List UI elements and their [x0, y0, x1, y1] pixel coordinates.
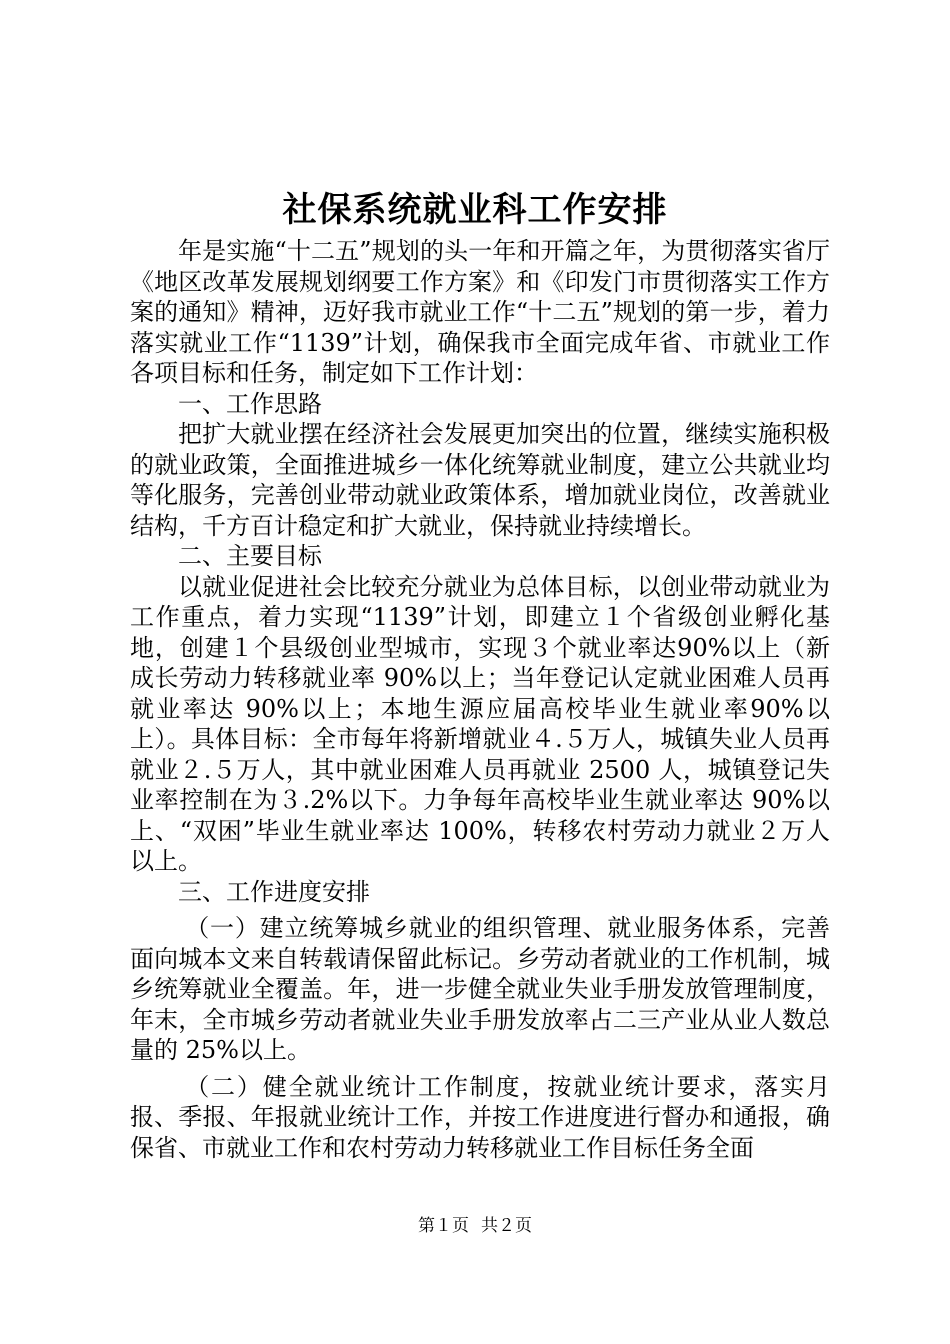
document-title: 社保系统就业科工作安排 — [282, 190, 668, 230]
section-heading-schedule: 三、工作进度安排 — [178, 877, 370, 906]
page-number-current: 第１页 — [418, 1216, 469, 1236]
main-goals-paragraph: 以就业促进社会比较充分就业为总体目标，以创业带动就业为工作重点，着力实现“1139”计划，即建立１个省级创业孵化基地，创建１个县级创业型城市，实现３个就业率达90%以上（新成长劳动力转移就业率 90%以上；当年登记认定就业困难人员再就业率达 90%以上；本地生源应届高校毕业生就业率90%以上）。具体目标：全市每年将新增就业４.５万人，城镇失业人员再就业２.５万人，其中就业困难人员再就业 2500 人，城镇登记失业率控制在为３.2%以下。力争每年高校毕业生就业率达 90%以上、“双困”毕业生就业率达 100%，转移农村劳动力就业２万人以上。 — [130, 572, 830, 875]
section-heading-work-approach: 一、工作思路 — [178, 389, 322, 418]
page-number-total: 共２页 — [481, 1216, 532, 1236]
schedule-item-1: （一）建立统筹城乡就业的组织管理、就业服务体系，完善面向城本文来自转载请保留此标记。乡劳动者就业的工作机制，城乡统筹就业全覆盖。年，进一步健全就业失业手册发放管理制度，年末，全市城乡劳动者就业失业手册发放率占二三产业从业人数总量的 25%以上。 — [130, 914, 830, 1064]
intro-paragraph: 年是实施“十二五”规划的头一年和开篇之年，为贯彻落实省厅《地区改革发展规划纲要工作方案》和《印发门市贯彻落实工作方案的通知》精神，迈好我市就业工作“十二五”规划的第一步，着力落实就业工作“1139”计划，确保我市全面完成年省、市就业工作各项目标和任务，制定如下工作计划： — [130, 237, 830, 387]
section-heading-main-goals: 二、主要目标 — [178, 542, 322, 570]
page-footer — [0, 1214, 950, 1238]
schedule-item-2: （二）健全就业统计工作制度，按就业统计要求，落实月报、季报、年报就业统计工作，并按工作进度进行督办和通报，确保省、市就业工作和农村劳动力转移就业工作目标任务全面 — [130, 1072, 830, 1162]
work-approach-paragraph: 把扩大就业摆在经济社会发展更加突出的位置，继续实施积极的就业政策，全面推进城乡一体化统筹就业制度，建立公共就业均等化服务，完善创业带动就业政策体系，增加就业岗位，改善就业结构，千方百计稳定和扩大就业，保持就业持续增长。 — [130, 420, 830, 540]
document-body — [130, 236, 830, 1163]
